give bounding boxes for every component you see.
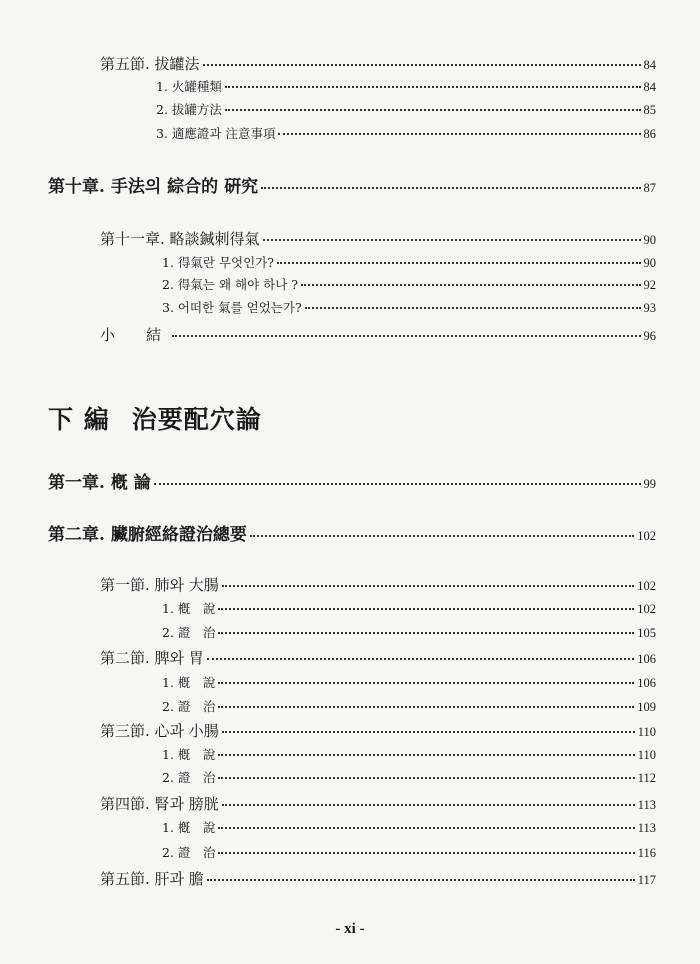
part-title: 治要配穴論 — [131, 405, 262, 434]
dot-leader — [218, 682, 634, 684]
toc-entry-item[interactable] — [162, 599, 656, 617]
entry-label: 2. 證 治 — [162, 625, 216, 640]
entry-label: 第十一章. 略談鍼刺得氣 — [100, 230, 260, 248]
entry-label: 第三節. 心과 小腸 — [100, 722, 219, 740]
dot-leader — [218, 777, 634, 779]
dot-leader — [207, 879, 635, 881]
entry-page: 106 — [637, 676, 656, 690]
toc-entry-item[interactable] — [156, 77, 656, 95]
entry-label: 1. 火罐種類 — [156, 79, 222, 94]
entry-page: 102 — [637, 529, 656, 543]
entry-page: 102 — [637, 579, 656, 593]
toc-entry-item[interactable] — [162, 843, 656, 861]
part-heading — [48, 400, 262, 436]
dot-leader — [263, 239, 641, 241]
toc-entry-item[interactable] — [162, 818, 656, 836]
dot-leader — [172, 335, 640, 337]
page-number: - xi - — [335, 921, 365, 937]
toc-entry-item[interactable] — [162, 623, 656, 641]
toc-entry-chapter[interactable] — [48, 468, 656, 493]
toc-entry-item[interactable] — [162, 673, 656, 691]
dot-leader — [225, 109, 641, 111]
dot-leader — [222, 585, 634, 587]
toc-entry-section[interactable] — [100, 868, 656, 889]
dot-leader — [218, 706, 634, 708]
dot-leader — [278, 133, 640, 135]
entry-page: 90 — [643, 233, 656, 247]
dot-leader — [261, 187, 640, 189]
dot-leader — [225, 86, 641, 88]
entry-label: 2. 證 治 — [162, 699, 216, 714]
dot-leader — [154, 483, 641, 485]
dot-leader — [218, 608, 634, 610]
dot-leader — [218, 632, 634, 634]
toc-entry-section[interactable] — [100, 574, 656, 595]
entry-page: 105 — [637, 626, 656, 640]
entry-page: 93 — [643, 301, 656, 315]
part-prefix: 下 編 — [48, 405, 110, 434]
entry-label: 第二節. 脾와 胃 — [100, 649, 204, 667]
entry-page: 84 — [643, 58, 656, 72]
toc-entry-item[interactable] — [162, 275, 656, 293]
toc-entry-chapter[interactable] — [48, 172, 656, 197]
entry-page: 116 — [637, 846, 656, 860]
toc-entry-section[interactable] — [100, 720, 656, 741]
entry-page: 110 — [637, 748, 656, 762]
entry-page: 106 — [637, 652, 656, 666]
entry-label: 第一章. 槪 論 — [48, 473, 151, 493]
entry-page: 99 — [643, 477, 656, 491]
toc-entry-item[interactable] — [162, 768, 656, 786]
entry-label: 2. 得氣는 왜 해야 하나 ? — [162, 277, 298, 292]
entry-page: 85 — [643, 103, 656, 117]
toc-entry-item[interactable] — [162, 253, 656, 271]
dot-leader — [222, 731, 635, 733]
dot-leader — [301, 284, 641, 286]
entry-label: 第四節. 腎과 膀胱 — [100, 795, 219, 813]
entry-label: 3. 適應證과 注意事項 — [156, 126, 276, 141]
dot-leader — [218, 852, 634, 854]
entry-page: 113 — [637, 821, 656, 835]
entry-page: 87 — [643, 181, 656, 195]
entry-page: 90 — [643, 256, 656, 270]
entry-label: 2. 證 治 — [162, 845, 216, 860]
entry-page: 109 — [637, 700, 656, 714]
entry-page: 113 — [637, 798, 656, 812]
entry-page: 96 — [643, 329, 656, 343]
toc-entry-summary[interactable] — [100, 324, 656, 345]
dot-leader — [305, 307, 641, 309]
entry-label: 2. 證 治 — [162, 770, 216, 785]
dot-leader — [250, 535, 634, 537]
toc-entry-section[interactable] — [100, 647, 656, 668]
entry-label: 第一節. 肺와 大腸 — [100, 576, 219, 594]
entry-label: 1. 槪 說 — [162, 747, 216, 762]
entry-label: 第五節. 肝과 膽 — [100, 870, 204, 888]
entry-page: 112 — [637, 771, 656, 785]
entry-label: 第五節. 拔罐法 — [100, 55, 200, 73]
entry-page: 117 — [637, 873, 656, 887]
entry-page: 84 — [643, 80, 656, 94]
entry-page: 110 — [637, 725, 656, 739]
dot-leader — [207, 658, 634, 660]
toc-entry-section[interactable] — [100, 228, 656, 249]
entry-page: 92 — [643, 278, 656, 292]
toc-entry-item[interactable] — [156, 124, 656, 142]
dot-leader — [277, 262, 641, 264]
toc-entry-item[interactable] — [162, 745, 656, 763]
toc-entry-chapter[interactable] — [48, 520, 656, 545]
entry-label: 1. 槪 說 — [162, 675, 216, 690]
entry-label: 1. 槪 說 — [162, 601, 216, 616]
toc-entry-section[interactable] — [100, 793, 656, 814]
dot-leader — [218, 754, 634, 756]
entry-label: 2. 拔罐方法 — [156, 102, 222, 117]
entry-label: 3. 어떠한 氣를 얻었는가? — [162, 300, 302, 315]
entry-label: 第十章. 手法의 綜合的 硏究 — [48, 177, 259, 197]
entry-label: 第二章. 臟腑經絡證治總要 — [48, 525, 247, 545]
dot-leader — [218, 827, 634, 829]
dot-leader — [222, 804, 635, 806]
toc-entry-item[interactable] — [156, 100, 656, 118]
entry-label: 1. 得氣란 무엇인가? — [162, 255, 274, 270]
entry-label: 1. 槪 說 — [162, 820, 216, 835]
toc-entry-item[interactable] — [162, 697, 656, 715]
toc-entry-section[interactable] — [100, 53, 656, 74]
entry-page: 102 — [637, 602, 656, 616]
dot-leader — [203, 64, 641, 66]
entry-label: 小 結 — [100, 326, 170, 344]
entry-page: 86 — [643, 127, 656, 141]
toc-entry-item[interactable] — [162, 298, 656, 316]
